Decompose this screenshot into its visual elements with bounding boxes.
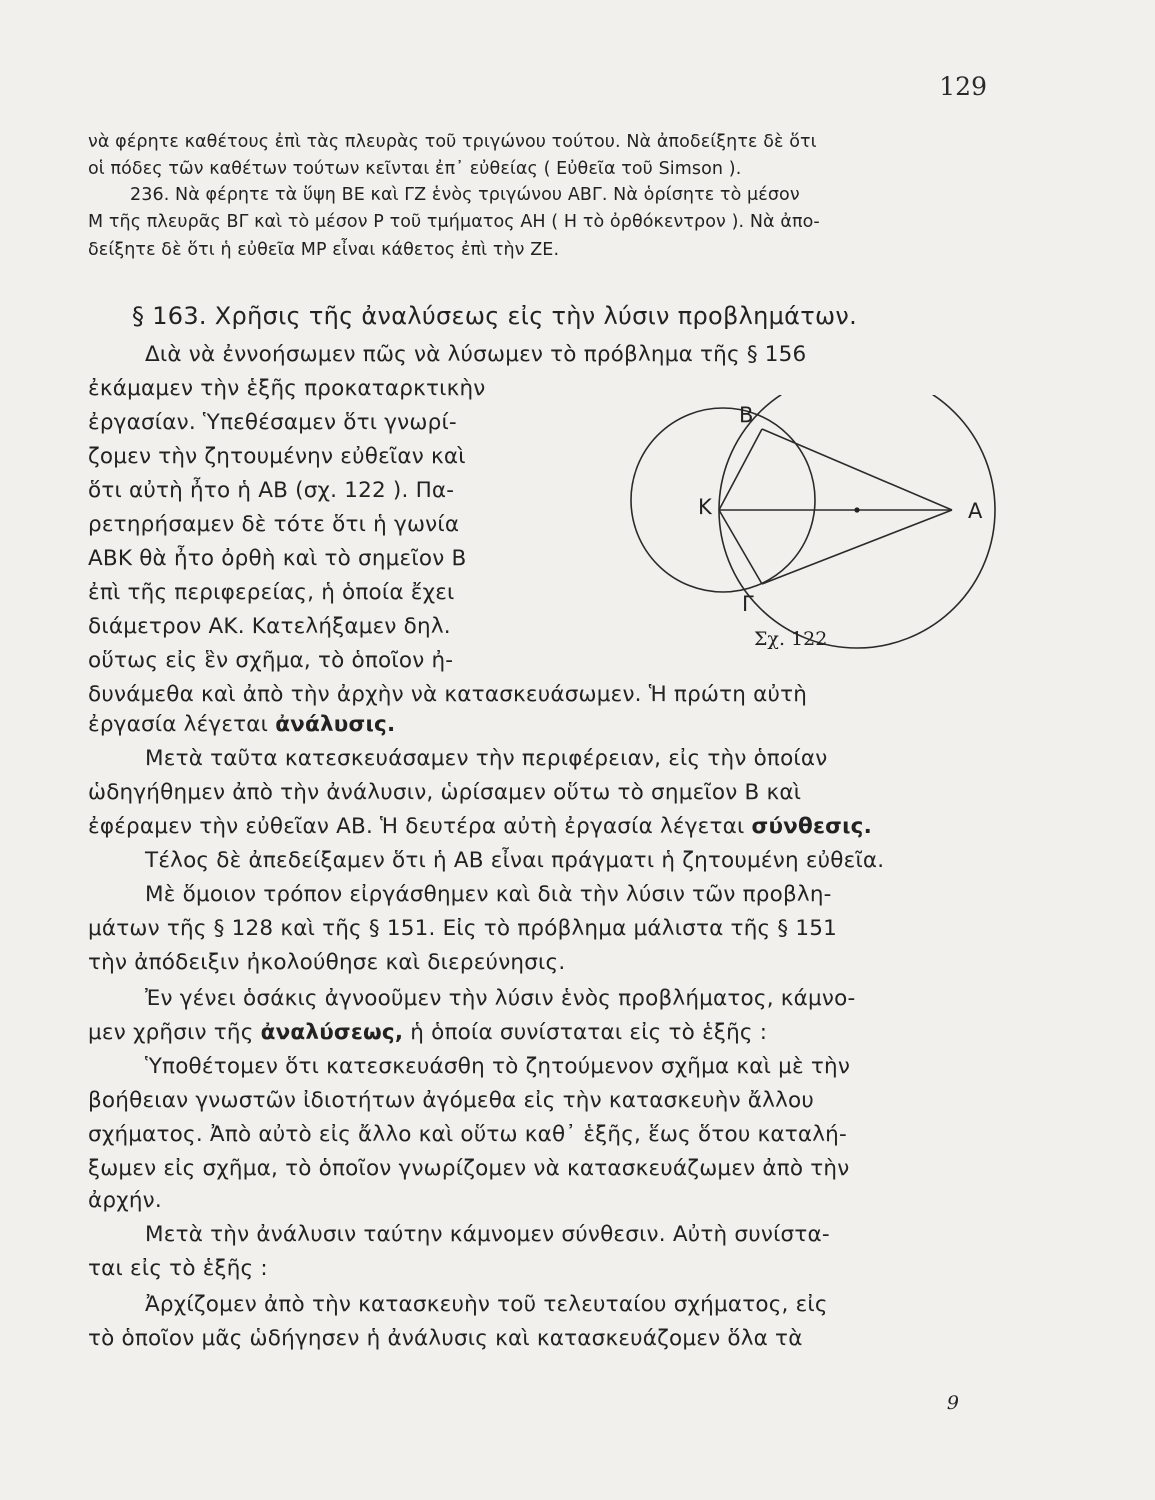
- body-line: Διὰ νὰ ἐννοήσωμεν πῶς νὰ λύσωμεν τὸ πρόβλημα τῆς § 156: [145, 342, 807, 367]
- label-K: Κ: [698, 495, 712, 519]
- exercise-236-line: 236. Νὰ φέρητε τὰ ὕψη ΒΕ καὶ ΓΖ ἑνὸς τριγώνου ΑΒΓ. Νὰ ὁρίσητε τὸ μέσον: [130, 185, 800, 205]
- body-line: ἐπὶ τῆς περιφερείας, ἡ ὁποία ἔχει: [88, 580, 455, 605]
- term-analysis: ἀνάλυσις.: [275, 712, 396, 737]
- label-G: Γ: [742, 592, 754, 616]
- body-line: [88, 712, 395, 737]
- body-line: βοήθειαν γνωστῶν ἰδιοτήτων ἀγόμεθα εἰς τὴν κατασκευὴν ἄλλου: [88, 1088, 815, 1113]
- term-analysis-genitive: ἀναλύσεως,: [260, 1020, 404, 1045]
- body-line: ὡδηγήθημεν ἀπὸ τὴν ἀνάλυσιν, ὡρίσαμεν οὕτω τὸ σημεῖον Β καὶ: [88, 780, 802, 805]
- body-line: ΑΒΚ θὰ ἦτο ὀρθὴ καὶ τὸ σημεῖον Β: [88, 546, 467, 571]
- section-heading: § 163. Χρῆσις τῆς ἀναλύσεως εἰς τὴν λύσιν προβλημάτων.: [132, 302, 858, 330]
- body-line: ξωμεν εἰς σχῆμα, τὸ ὁποῖον γνωρίζομεν νὰ κατασκευάζωμεν ἀπὸ τὴν: [88, 1156, 850, 1181]
- body-line: ὅτι αὐτὴ ἦτο ἡ ΑΒ (σχ. 122 ). Πα-: [88, 478, 455, 503]
- segment-GA: [762, 510, 952, 584]
- signature-mark: 9: [946, 1392, 959, 1414]
- body-line: ἀρχήν.: [88, 1188, 162, 1213]
- body-line: δυνάμεθα καὶ ἀπὸ τὴν ἀρχὴν νὰ κατασκευάσωμεν. Ἡ πρώτη αὐτὴ: [88, 682, 808, 707]
- body-text: ἐργασία λέγεται: [88, 712, 276, 737]
- body-line: οὕτως εἰς ἓν σχῆμα, τὸ ὁποῖον ἠ-: [88, 648, 454, 673]
- body-line: Ἀρχίζομεν ἀπὸ τὴν κατασκευὴν τοῦ τελευταίου σχήματος, εἰς: [145, 1292, 828, 1317]
- body-line: [88, 814, 872, 839]
- body-line: Ὑποθέτομεν ὅτι κατεσκευάσθη τὸ ζητούμενον σχῆμα καὶ μὲ τὴν: [145, 1054, 851, 1079]
- center-point: [854, 507, 859, 512]
- body-line: Μετὰ ταῦτα κατεσκευάσαμεν τὴν περιφέρειαν, εἰς τὴν ὁποίαν: [145, 746, 828, 771]
- body-line: ζομεν τὴν ζητουμένην εὐθεῖαν καὶ: [88, 444, 466, 469]
- body-line: ἐργασίαν. Ὑπεθέσαμεν ὅτι γνωρί-: [88, 410, 457, 435]
- term-synthesis: σύνθεσις.: [751, 814, 872, 839]
- label-A: Α: [968, 499, 983, 523]
- segment-BA: [762, 429, 952, 510]
- body-line: Μὲ ὅμοιον τρόπον εἰργάσθημεν καὶ διὰ τὴν λύσιν τῶν προβλη-: [145, 882, 832, 907]
- body-text: μεν χρῆσιν τῆς: [88, 1020, 261, 1045]
- geometry-diagram: [606, 395, 996, 665]
- body-line: Τέλος δὲ ἀπεδείξαμεν ὅτι ἡ ΑΒ εἶναι πράγματι ἡ ζητουμένη εὐθεῖα.: [145, 848, 885, 873]
- figure-122: [606, 395, 996, 665]
- body-line: τὴν ἀπόδειξιν ἠκολούθησε καὶ διερεύνησις.: [88, 950, 566, 975]
- body-text: ἡ ὁποία συνίσταται εἰς τὸ ἑξῆς :: [403, 1020, 768, 1045]
- body-line: Ἐν γένει ὁσάκις ἀγνοοῦμεν τὴν λύσιν ἑνὸς προβλήματος, κάμνο-: [145, 986, 856, 1011]
- body-line: [88, 1020, 767, 1045]
- segment-KG: [719, 510, 762, 584]
- body-line: ρετηρήσαμεν δὲ τότε ὅτι ἡ γωνία: [88, 512, 460, 537]
- body-text: ἐφέραμεν τὴν εὐθεῖαν ΑΒ. Ἡ δευτέρα αὐτὴ ἐργασία λέγεται: [88, 814, 752, 839]
- label-B: Β: [739, 403, 754, 427]
- page-number: 129: [939, 72, 987, 101]
- exercise-text-line: οἱ πόδες τῶν καθέτων τούτων κεῖνται ἐπ᾽ εὐθείας ( Εὐθεῖα τοῦ Simson ).: [88, 159, 742, 179]
- body-line: μάτων τῆς § 128 καὶ τῆς § 151. Εἰς τὸ πρόβλημα μάλιστα τῆς § 151: [88, 916, 838, 941]
- exercise-236-line: δείξητε δὲ ὅτι ἡ εὐθεῖα ΜΡ εἶναι κάθετος ἐπὶ τὴν ΖΕ.: [88, 240, 560, 260]
- exercise-text-line: νὰ φέρητε καθέτους ἐπὶ τὰς πλευρὰς τοῦ τριγώνου τούτου. Νὰ ἀποδείξητε δὲ ὅτι: [88, 132, 817, 152]
- figure-caption: Σχ. 122: [754, 628, 828, 650]
- body-line: διάμετρον ΑΚ. Κατελήξαμεν δηλ.: [88, 614, 451, 639]
- small-circle: [631, 408, 815, 592]
- body-line: ἐκάμαμεν τὴν ἑξῆς προκαταρκτικὴν: [88, 376, 486, 401]
- body-line: ται εἰς τὸ ἑξῆς :: [88, 1256, 268, 1281]
- exercise-236-line: Μ τῆς πλευρᾶς ΒΓ καὶ τὸ μέσον Ρ τοῦ τμήματος ΑΗ ( Η τὸ ὀρθόκεντρον ). Νὰ ἀπο-: [88, 212, 820, 232]
- body-line: σχήματος. Ἀπὸ αὐτὸ εἰς ἄλλο καὶ οὕτω καθ᾽ ἑξῆς, ἕως ὅτου καταλή-: [88, 1122, 847, 1147]
- body-line: τὸ ὁποῖον μᾶς ὡδήγησεν ἡ ἀνάλυσις καὶ κατασκευάζομεν ὅλα τὰ: [88, 1326, 803, 1351]
- body-line: Μετὰ τὴν ἀνάλυσιν ταύτην κάμνομεν σύνθεσιν. Αὐτὴ συνίστα-: [145, 1222, 830, 1247]
